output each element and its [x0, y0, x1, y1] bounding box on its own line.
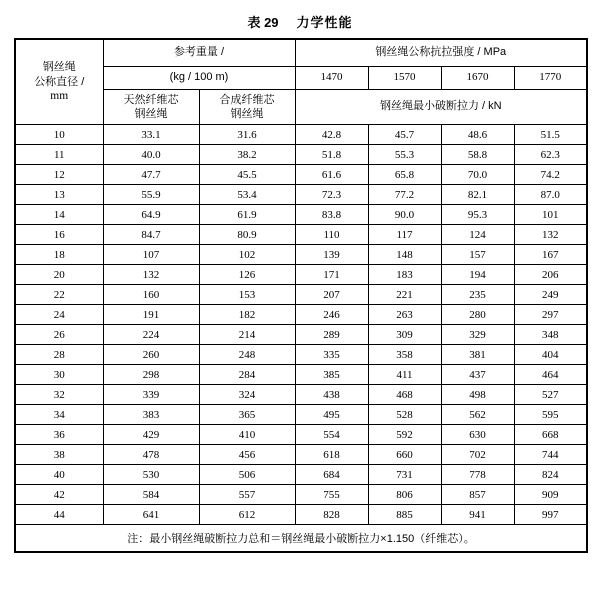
cell-f1570: 221: [368, 285, 441, 305]
cell-diameter: 24: [15, 305, 103, 325]
cell-f1470: 289: [295, 325, 368, 345]
table-row: [15, 205, 587, 225]
cell-diameter: 18: [15, 245, 103, 265]
cell-f1670: 381: [441, 345, 514, 365]
table-row: [15, 425, 587, 445]
cell-f1570: 45.7: [368, 125, 441, 145]
cell-f1570: 77.2: [368, 185, 441, 205]
cell-f1570: 183: [368, 265, 441, 285]
table-note: 注：最小钢丝绳破断拉力总和＝钢丝绳最小破断拉力×1.150（纤维芯）。: [15, 525, 587, 553]
cell-diameter: 13: [15, 185, 103, 205]
cell-f1570: 90.0: [368, 205, 441, 225]
cell-synthetic: 53.4: [199, 185, 295, 205]
table-row: [15, 505, 587, 525]
header-diameter: [15, 39, 103, 125]
cell-diameter: 20: [15, 265, 103, 285]
cell-natural: 224: [103, 325, 199, 345]
table-row: [15, 365, 587, 385]
cell-f1770: 62.3: [514, 145, 587, 165]
cell-f1570: 55.3: [368, 145, 441, 165]
header-diameter-line1: 钢丝绳: [42, 61, 76, 74]
table-title-name: 力学性能: [296, 15, 353, 30]
table-row: [15, 265, 587, 285]
cell-natural: 260: [103, 345, 199, 365]
cell-f1770: 824: [514, 465, 587, 485]
cell-f1470: 171: [295, 265, 368, 285]
cell-f1570: 65.8: [368, 165, 441, 185]
cell-synthetic: 324: [199, 385, 295, 405]
cell-synthetic: 248: [199, 345, 295, 365]
cell-f1670: 58.8: [441, 145, 514, 165]
cell-natural: 298: [103, 365, 199, 385]
cell-natural: 84.7: [103, 225, 199, 245]
cell-diameter: 32: [15, 385, 103, 405]
cell-synthetic: 153: [199, 285, 295, 305]
cell-f1470: 246: [295, 305, 368, 325]
header-weight-natural: [103, 90, 199, 125]
cell-f1570: 148: [368, 245, 441, 265]
cell-diameter: 34: [15, 405, 103, 425]
header-strength-1670: 1670: [441, 67, 514, 90]
cell-f1470: 61.6: [295, 165, 368, 185]
cell-synthetic: 38.2: [199, 145, 295, 165]
table-row: [15, 245, 587, 265]
cell-synthetic: 45.5: [199, 165, 295, 185]
cell-f1770: 527: [514, 385, 587, 405]
table-row: [15, 125, 587, 145]
table-title-label: 表 29: [247, 15, 279, 30]
cell-natural: 132: [103, 265, 199, 285]
cell-f1770: 909: [514, 485, 587, 505]
cell-diameter: 36: [15, 425, 103, 445]
cell-f1570: 528: [368, 405, 441, 425]
header-breaking-force: 钢丝绳最小破断拉力 / kN: [295, 90, 587, 125]
cell-f1670: 329: [441, 325, 514, 345]
cell-f1770: 206: [514, 265, 587, 285]
cell-natural: 530: [103, 465, 199, 485]
table-row: [15, 385, 587, 405]
cell-natural: 339: [103, 385, 199, 405]
cell-natural: 584: [103, 485, 199, 505]
cell-natural: 55.9: [103, 185, 199, 205]
cell-synthetic: 557: [199, 485, 295, 505]
header-weight-natural-line1: 天然纤维芯: [123, 93, 179, 106]
cell-f1770: 997: [514, 505, 587, 525]
cell-synthetic: 456: [199, 445, 295, 465]
table-row: [15, 465, 587, 485]
cell-f1770: 87.0: [514, 185, 587, 205]
cell-diameter: 11: [15, 145, 103, 165]
cell-f1570: 309: [368, 325, 441, 345]
cell-f1670: 941: [441, 505, 514, 525]
cell-f1770: 404: [514, 345, 587, 365]
cell-natural: 191: [103, 305, 199, 325]
cell-f1770: 101: [514, 205, 587, 225]
header-weight-group-line2: (kg / 100 m): [103, 67, 295, 90]
table-row: [15, 185, 587, 205]
cell-f1470: 618: [295, 445, 368, 465]
cell-f1670: 70.0: [441, 165, 514, 185]
table-row: [15, 485, 587, 505]
cell-f1470: 72.3: [295, 185, 368, 205]
cell-diameter: 12: [15, 165, 103, 185]
table-row: [15, 225, 587, 245]
cell-f1770: 668: [514, 425, 587, 445]
cell-f1470: 385: [295, 365, 368, 385]
cell-f1570: 660: [368, 445, 441, 465]
cell-f1670: 778: [441, 465, 514, 485]
cell-diameter: 16: [15, 225, 103, 245]
table-row: [15, 145, 587, 165]
cell-synthetic: 612: [199, 505, 295, 525]
cell-diameter: 10: [15, 125, 103, 145]
mechanical-properties-table: [14, 38, 588, 553]
cell-f1570: 411: [368, 365, 441, 385]
cell-synthetic: 365: [199, 405, 295, 425]
cell-f1770: 51.5: [514, 125, 587, 145]
cell-f1670: 630: [441, 425, 514, 445]
table-body: [15, 125, 587, 525]
cell-diameter: 38: [15, 445, 103, 465]
cell-f1470: 755: [295, 485, 368, 505]
cell-f1670: 157: [441, 245, 514, 265]
cell-f1470: 51.8: [295, 145, 368, 165]
header-diameter-line2: 公称直径 /: [34, 75, 85, 88]
header-diameter-unit: mm: [50, 89, 69, 102]
cell-f1570: 117: [368, 225, 441, 245]
cell-synthetic: 80.9: [199, 225, 295, 245]
cell-diameter: 14: [15, 205, 103, 225]
cell-diameter: 22: [15, 285, 103, 305]
cell-f1470: 83.8: [295, 205, 368, 225]
cell-synthetic: 284: [199, 365, 295, 385]
cell-f1570: 885: [368, 505, 441, 525]
table-title: [14, 12, 586, 31]
table-row: [15, 445, 587, 465]
cell-synthetic: 102: [199, 245, 295, 265]
cell-f1670: 562: [441, 405, 514, 425]
cell-diameter: 40: [15, 465, 103, 485]
cell-synthetic: 410: [199, 425, 295, 445]
cell-natural: 383: [103, 405, 199, 425]
cell-synthetic: 182: [199, 305, 295, 325]
header-weight-synthetic-line1: 合成纤维芯: [219, 93, 275, 106]
header-strength-1570: 1570: [368, 67, 441, 90]
header-strength-group: 钢丝绳公称抗拉强度 / MPa: [295, 39, 587, 67]
cell-f1470: 554: [295, 425, 368, 445]
cell-diameter: 26: [15, 325, 103, 345]
table-row: [15, 405, 587, 425]
cell-synthetic: 126: [199, 265, 295, 285]
table-note-row: [15, 525, 587, 553]
cell-f1470: 207: [295, 285, 368, 305]
cell-f1770: 744: [514, 445, 587, 465]
header-weight-synthetic: [199, 90, 295, 125]
cell-f1770: 132: [514, 225, 587, 245]
cell-f1770: 249: [514, 285, 587, 305]
cell-diameter: 30: [15, 365, 103, 385]
cell-f1570: 468: [368, 385, 441, 405]
cell-natural: 160: [103, 285, 199, 305]
cell-f1670: 82.1: [441, 185, 514, 205]
table-row: [15, 345, 587, 365]
cell-f1570: 592: [368, 425, 441, 445]
cell-f1670: 437: [441, 365, 514, 385]
cell-f1570: 263: [368, 305, 441, 325]
cell-diameter: 44: [15, 505, 103, 525]
cell-synthetic: 31.6: [199, 125, 295, 145]
cell-f1570: 358: [368, 345, 441, 365]
header-row-1: [15, 39, 587, 67]
cell-f1470: 139: [295, 245, 368, 265]
header-weight-synthetic-line2: 钢丝绳: [230, 108, 264, 120]
cell-f1670: 280: [441, 305, 514, 325]
cell-f1770: 297: [514, 305, 587, 325]
cell-f1670: 857: [441, 485, 514, 505]
cell-f1470: 684: [295, 465, 368, 485]
cell-f1470: 42.8: [295, 125, 368, 145]
cell-f1770: 74.2: [514, 165, 587, 185]
header-strength-1770: 1770: [514, 67, 587, 90]
cell-f1770: 464: [514, 365, 587, 385]
cell-natural: 33.1: [103, 125, 199, 145]
cell-f1470: 110: [295, 225, 368, 245]
header-strength-1470: 1470: [295, 67, 368, 90]
table-row: [15, 305, 587, 325]
cell-f1670: 124: [441, 225, 514, 245]
cell-synthetic: 506: [199, 465, 295, 485]
cell-f1670: 194: [441, 265, 514, 285]
cell-synthetic: 214: [199, 325, 295, 345]
cell-f1770: 167: [514, 245, 587, 265]
cell-natural: 107: [103, 245, 199, 265]
cell-f1770: 348: [514, 325, 587, 345]
cell-f1470: 828: [295, 505, 368, 525]
cell-diameter: 42: [15, 485, 103, 505]
cell-f1670: 702: [441, 445, 514, 465]
table-row: [15, 325, 587, 345]
cell-natural: 429: [103, 425, 199, 445]
cell-natural: 478: [103, 445, 199, 465]
cell-f1470: 495: [295, 405, 368, 425]
cell-natural: 40.0: [103, 145, 199, 165]
cell-f1470: 438: [295, 385, 368, 405]
cell-synthetic: 61.9: [199, 205, 295, 225]
cell-f1470: 335: [295, 345, 368, 365]
cell-natural: 641: [103, 505, 199, 525]
cell-f1770: 595: [514, 405, 587, 425]
cell-natural: 64.9: [103, 205, 199, 225]
cell-f1570: 806: [368, 485, 441, 505]
cell-f1670: 235: [441, 285, 514, 305]
table-row: [15, 285, 587, 305]
cell-diameter: 28: [15, 345, 103, 365]
cell-f1670: 498: [441, 385, 514, 405]
table-row: [15, 165, 587, 185]
cell-f1670: 95.3: [441, 205, 514, 225]
header-weight-natural-line2: 钢丝绳: [134, 108, 168, 120]
header-weight-group-line1: 参考重量 /: [103, 39, 295, 67]
cell-f1570: 731: [368, 465, 441, 485]
cell-f1670: 48.6: [441, 125, 514, 145]
cell-natural: 47.7: [103, 165, 199, 185]
